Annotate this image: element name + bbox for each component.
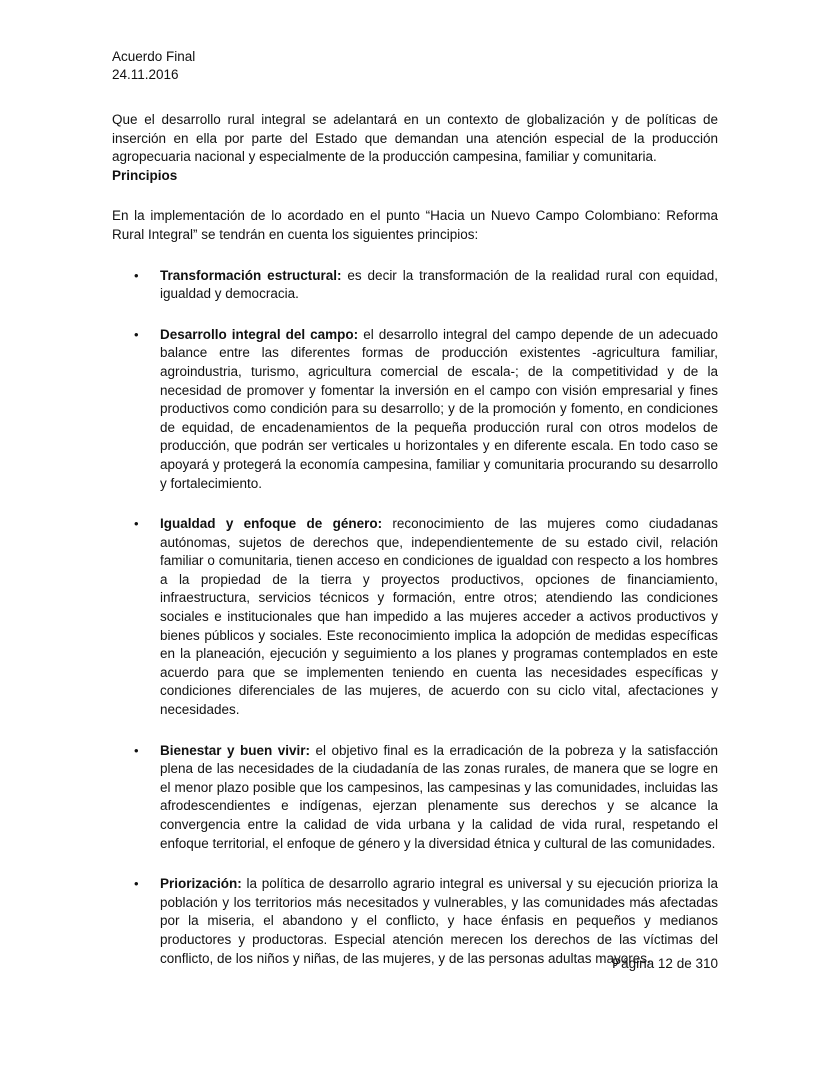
principle-title: Bienestar y buen vivir: <box>160 742 310 758</box>
document-date: 24.11.2016 <box>112 67 179 82</box>
principles-list <box>112 267 718 969</box>
principle-text: es decir la transformación de la realidad rural con equidad, igualdad y democracia. <box>160 267 719 302</box>
document-body <box>112 111 718 990</box>
bullet-icon: • <box>134 742 139 758</box>
section-heading: Principios <box>112 167 178 183</box>
principle-item <box>112 515 718 720</box>
principle-title: Desarrollo integral del campo: <box>160 326 359 342</box>
page-number: Página 12 de 310 <box>612 956 718 971</box>
intro-paragraph: En la implementación de lo acordado en el punto “Hacia un Nuevo Campo Colombiano: Reforma Rural Integral” se tendrán en cuenta los siguientes principios: <box>112 208 718 242</box>
principle-title: Igualdad y enfoque de género: <box>160 516 383 532</box>
bullet-icon: • <box>134 516 139 532</box>
principle-text: la política de desarrollo agrario integral es universal y su ejecución prioriza la población y los territorios más necesitados y vulnerables, y las comunidades más afectadas por la miseria, el abandono y el conflicto, y hace énfasis en pequeños y medianos productores y productoras. Especial atención merecen los derechos de las víctimas del conflicto, de los niños y niñas, de las mujeres, y de las personas adultas mayores. <box>160 876 718 966</box>
principle-text: el desarrollo integral del campo depende de un adecuado balance entre las diferentes formas de producción existentes -agricultura familiar, agroindustria, turismo, agricultura comercial de escala-; de la competitividad y de la necesidad de promover y fomentar la inversión en el campo con visión empresarial y fines productivos como condición para su desarrollo; y de la promoción y fomento, en condiciones de equidad, de encadenamientos de la pequeña producción rural con otros modelos de producción, que podrán ser verticales u horizontales y en diferente escala. En todo caso se apoyará y protegerá la economía campesina, familiar y comunitaria procurando su desarrollo y fortalecimiento. <box>160 326 718 491</box>
context-paragraph: Que el desarrollo rural integral se adelantará en un contexto de globalización y de políticas de inserción en ella por parte del Estado que demandan una atención especial de la producción agropecuaria nacional y especialmente de la producción campesina, familiar y comunitaria. <box>112 112 718 165</box>
document-title: Acuerdo Final <box>112 49 196 64</box>
principle-title: Priorización: <box>160 876 242 892</box>
principle-item <box>112 742 718 854</box>
bullet-icon: • <box>134 267 139 283</box>
bullet-icon: • <box>134 876 139 892</box>
principle-text: reconocimiento de las mujeres como ciudadanas autónomas, sujetos de derechos que, independientemente de su estado civil, relación familiar o comunitaria, tienen acceso en condiciones de igualdad con respecto a los hombres a la propiedad de la tierra y proyectos productivos, opciones de financiamiento, infraestructura, servicios técnicos y formación, entre otros; atendiendo las condiciones sociales e institucionales que han impedido a las mujeres acceder a activos productivos y bienes públicos y sociales. Este reconocimiento implica la adopción de medidas específicas en la planeación, ejecución y seguimiento a los planes y programas contemplados en este acuerdo para que se implementen teniendo en cuenta las necesidades específicas y condiciones diferenciales de las mujeres, de acuerdo con su ciclo vital, afectaciones y necesidades. <box>160 516 718 718</box>
bullet-icon: • <box>134 326 139 342</box>
principle-item <box>112 267 718 304</box>
principle-item <box>112 326 718 493</box>
principle-text: el objetivo final es la erradicación de la pobreza y la satisfacción plena de las necesidades de la ciudadanía de las zonas rurales, de manera que se logre en el menor plazo posible que los campesinos, las campesinas y las comunidades, incluidas las afrodescendientes e indígenas, ejerzan plenamente sus derechos y se alcance la convergencia entre la calidad de vida urbana y la calidad de vida rural, respetando el enfoque territorial, el enfoque de género y la diversidad étnica y cultural de las comunidades. <box>160 742 718 851</box>
principle-title: Transformación estructural: <box>160 267 342 283</box>
document-header <box>112 48 195 84</box>
